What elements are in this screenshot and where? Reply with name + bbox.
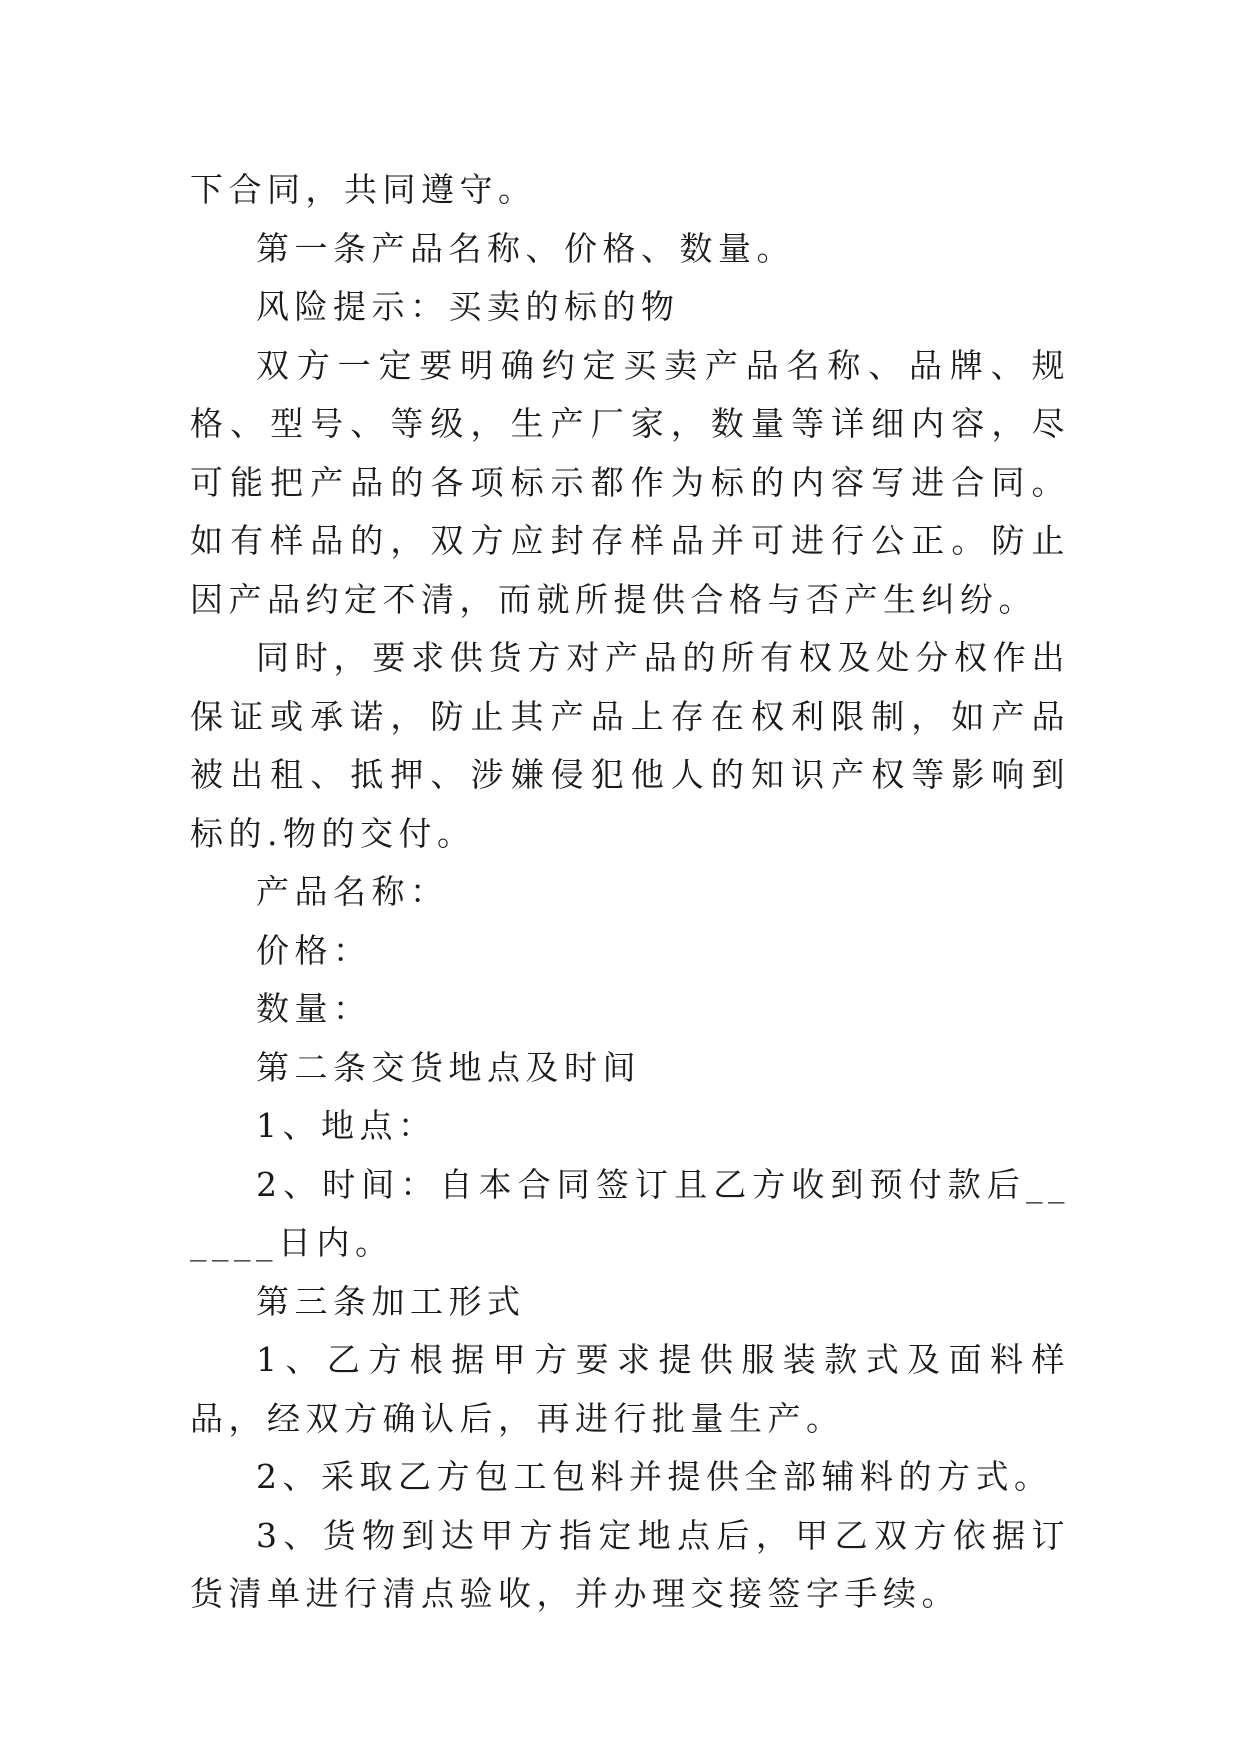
paragraph-3: 双方一定要明确约定买卖产品名称、品牌、规格、型号、等级，生产厂家，数量等详细内容，尽可能把产品的各项标示都作为标的内容写进合同。如有样品的，双方应封存样品并可进行公正。防止因产品约定不清，而就所提供合格与否产生纠纷。 xyxy=(190,345,1070,619)
paragraph-12: 1、乙方根据甲方要求提供服装款式及面料样品，经双方确认后，再进行批量生产。 xyxy=(190,1340,1070,1438)
paragraph-5: 产品名称： xyxy=(256,872,449,911)
contract-body xyxy=(190,161,1070,1624)
paragraph-13: 2、采取乙方包工包料并提供全部辅料的方式。 xyxy=(256,1457,1053,1496)
paragraph-2: 风险提示：买卖的标的物 xyxy=(256,287,680,326)
paragraph-10: 2、时间：自本合同签订且乙方收到预付款后______日内。 xyxy=(190,1164,1070,1262)
paragraph-1: 第一条产品名称、价格、数量。 xyxy=(256,228,795,268)
paragraph-11: 第三条加工形式 xyxy=(256,1281,526,1321)
paragraph-0: 下合同，共同遵守。 xyxy=(190,170,537,209)
paragraph-7: 数量： xyxy=(256,989,372,1028)
paragraph-8: 第二条交货地点及时间 xyxy=(256,1047,641,1087)
paragraph-14: 3、货物到达甲方指定地点后，甲乙双方依据订货清单进行清点验收，并办理交接签字手续。 xyxy=(190,1515,1070,1613)
paragraph-9: 1、地点： xyxy=(256,1106,437,1145)
paragraph-6: 价格： xyxy=(256,930,372,970)
paragraph-4: 同时，要求供货方对产品的所有权及处分权作出保证或承诺，防止其产品上存在权利限制，如产品被出租、抵押、涉嫌侵犯他人的知识产权等影响到标的.物的交付。 xyxy=(190,638,1070,853)
